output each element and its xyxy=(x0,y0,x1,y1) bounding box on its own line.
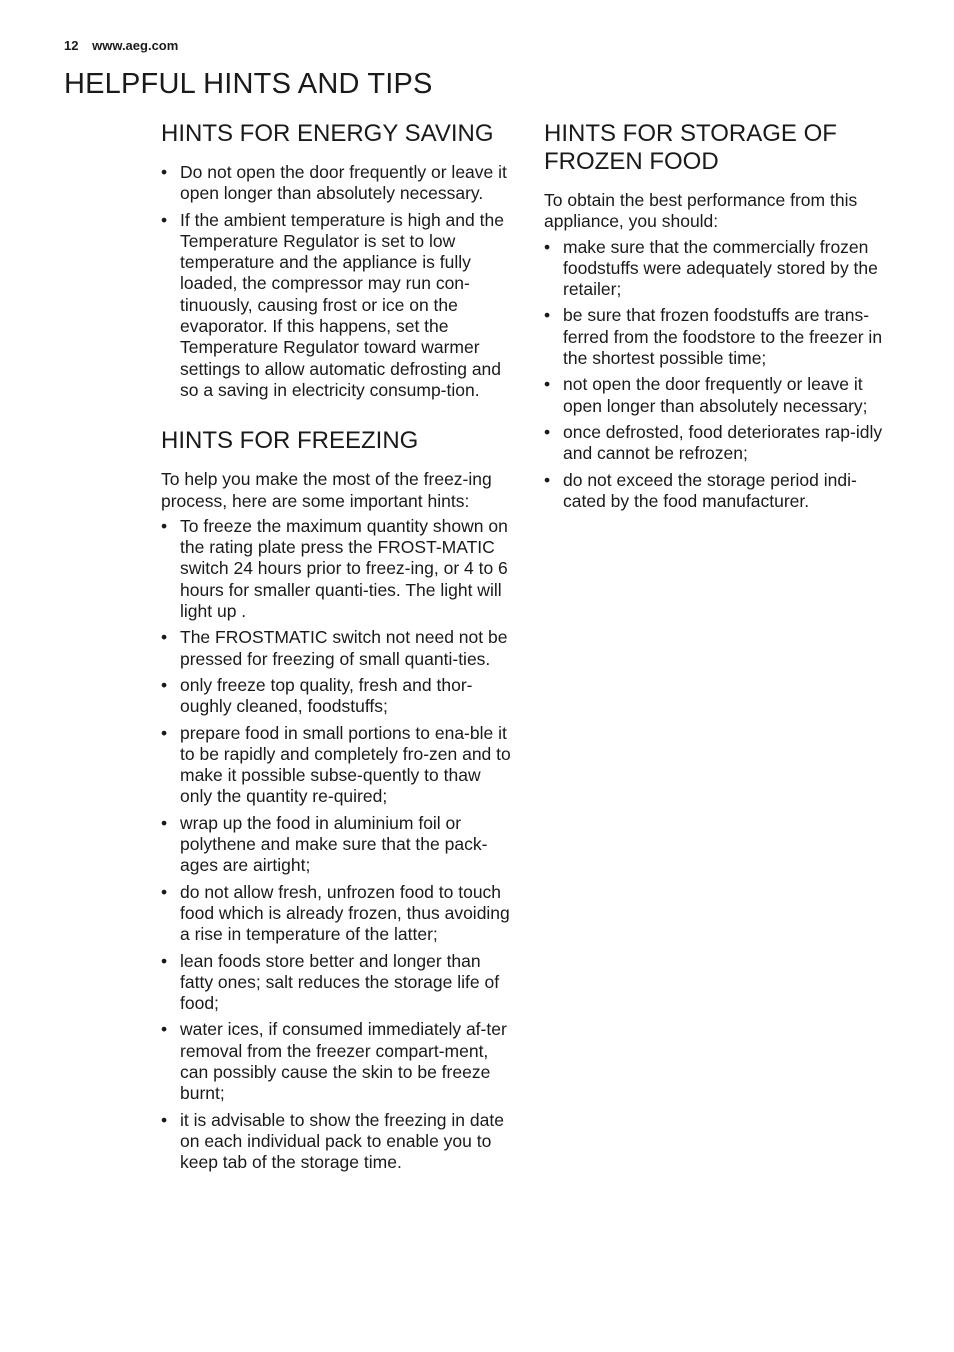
list-item: • To freeze the maximum quantity shown on the rating plate press the FROST-MATIC switch 24 hours prior to freez-ing, or 4 to 6 hours for smaller quanti-ties. The light will light up . xyxy=(161,515,508,622)
list-item-text: If the ambient temperature is high and the Temperature Regulator is set to low temperature and the appliance is fully loaded, the compressor may run con-tinuously, causing frost or ice on the evaporator. If this happens, set the Temperature Regulator toward warmer settings to allow automatic defrosting and so a saving in electricity consump-tion. xyxy=(180,209,504,400)
list-item: • be sure that frozen foodstuffs are trans-ferred from the foodstore to the freezer in the shortest possible time; xyxy=(544,305,883,369)
list-item-text: it is advisable to show the freezing in date on each individual pack to enable you to keep tab of the storage time. xyxy=(180,1109,504,1173)
storage-intro: To obtain the best performance from this appliance, you should: xyxy=(544,190,858,232)
page-header xyxy=(64,38,178,53)
list-item-text: To freeze the maximum quantity shown on the rating plate press the FROST-MATIC switch 24 hours prior to freez-ing, or 4 to 6 hours for smaller quanti-ties. The light will light up . xyxy=(180,515,508,622)
website-label: www.aeg.com xyxy=(92,38,179,53)
energy-saving-list xyxy=(161,162,513,401)
list-item-text: prepare food in small portions to ena-ble it to be rapidly and completely fro-zen and to make it possible subse-quently to thaw only the quantity re-quired; xyxy=(180,722,511,807)
freezing-section xyxy=(161,427,513,1173)
list-item-text: once defrosted, food deteriorates rap-idly and cannot be refrozen; xyxy=(563,421,883,464)
list-item: • The FROSTMATIC switch not need not be pressed for freezing of small quanti-ties. xyxy=(161,627,508,669)
list-item: • make sure that the commercially frozen foodstuffs were adequately stored by the retailer; xyxy=(544,236,878,300)
list-item: • prepare food in small portions to ena-ble it to be rapidly and completely fro-zen and to make it possible subse-quently to thaw only the quantity re-quired; xyxy=(161,722,511,807)
energy-saving-heading: HINTS FOR ENERGY SAVING xyxy=(161,120,494,147)
storage-list xyxy=(544,237,896,513)
list-item-text: water ices, if consumed immediately af-ter removal from the freezer compart-ment, can possibly cause the skin to be freeze burnt; xyxy=(180,1019,507,1104)
list-item: • do not exceed the storage period indi-cated by the food manufacturer. xyxy=(544,469,857,511)
list-item-text: only freeze top quality, fresh and thor-oughly cleaned, foodstuffs; xyxy=(180,674,473,717)
list-item-text: do not allow fresh, unfrozen food to touch food which is already frozen, thus avoiding a rise in temperature of the latter; xyxy=(180,881,510,945)
list-item: • lean foods store better and longer than fatty ones; salt reduces the storage life of food; xyxy=(161,950,500,1014)
list-item: • do not allow fresh, unfrozen food to touch food which is already frozen, thus avoiding a rise in temperature of the latter; xyxy=(161,881,510,945)
list-item: • If the ambient temperature is high and the Temperature Regulator is set to low temperature and the appliance is fully loaded, the compressor may run con-tinuously, causing frost or ice on the evaporator. If this happens, set the Temperature Regulator toward warmer settings to allow automatic defrosting and so a saving in electricity consump-tion. xyxy=(161,209,504,400)
list-item-text: be sure that frozen foodstuffs are trans-ferred from the foodstore to the freezer in the shortest possible time; xyxy=(563,305,883,369)
list-item-text: do not exceed the storage period indi-cated by the food manufacturer. xyxy=(563,469,857,511)
list-item-text: not open the door frequently or leave it open longer than absolutely necessary; xyxy=(563,374,868,416)
list-item-text: make sure that the commercially frozen foodstuffs were adequately stored by the retailer; xyxy=(563,236,878,300)
storage-heading: HINTS FOR STORAGE OF FROZEN FOOD xyxy=(544,120,837,175)
list-item: • it is advisable to show the freezing in date on each individual pack to enable you to keep tab of the storage time. xyxy=(161,1109,504,1173)
right-column xyxy=(544,120,896,538)
freezing-intro: To help you make the most of the freez-ing process, here are some important hints: xyxy=(161,469,492,511)
freezing-heading: HINTS FOR FREEZING xyxy=(161,427,419,455)
page-title: HELPFUL HINTS AND TIPS xyxy=(64,68,433,100)
page-number: 12 xyxy=(64,38,79,53)
freezing-list xyxy=(161,516,513,1174)
list-item: • once defrosted, food deteriorates rap-idly and cannot be refrozen; xyxy=(544,421,883,464)
list-item: • wrap up the food in aluminium foil or polythene and make sure that the pack-ages are airtight; xyxy=(161,812,488,876)
left-column xyxy=(161,120,513,1199)
list-item-text: Do not open the door frequently or leave it open longer than absolutely necessary. xyxy=(180,162,507,204)
energy-saving-section xyxy=(161,120,513,401)
list-item-text: The FROSTMATIC switch not need not be pressed for freezing of small quanti-ties. xyxy=(180,627,508,669)
storage-section xyxy=(544,120,896,512)
list-item: • water ices, if consumed immediately af-ter removal from the freezer compart-ment, can possibly cause the skin to be freeze burnt; xyxy=(161,1019,507,1104)
list-item: • Do not open the door frequently or leave it open longer than absolutely necessary. xyxy=(161,162,507,204)
list-item: • not open the door frequently or leave it open longer than absolutely necessary; xyxy=(544,374,868,416)
list-item-text: wrap up the food in aluminium foil or polythene and make sure that the pack-ages are airtight; xyxy=(180,812,488,876)
list-item: • only freeze top quality, fresh and thor-oughly cleaned, foodstuffs; xyxy=(161,674,473,717)
list-item-text: lean foods store better and longer than fatty ones; salt reduces the storage life of food; xyxy=(180,950,500,1014)
